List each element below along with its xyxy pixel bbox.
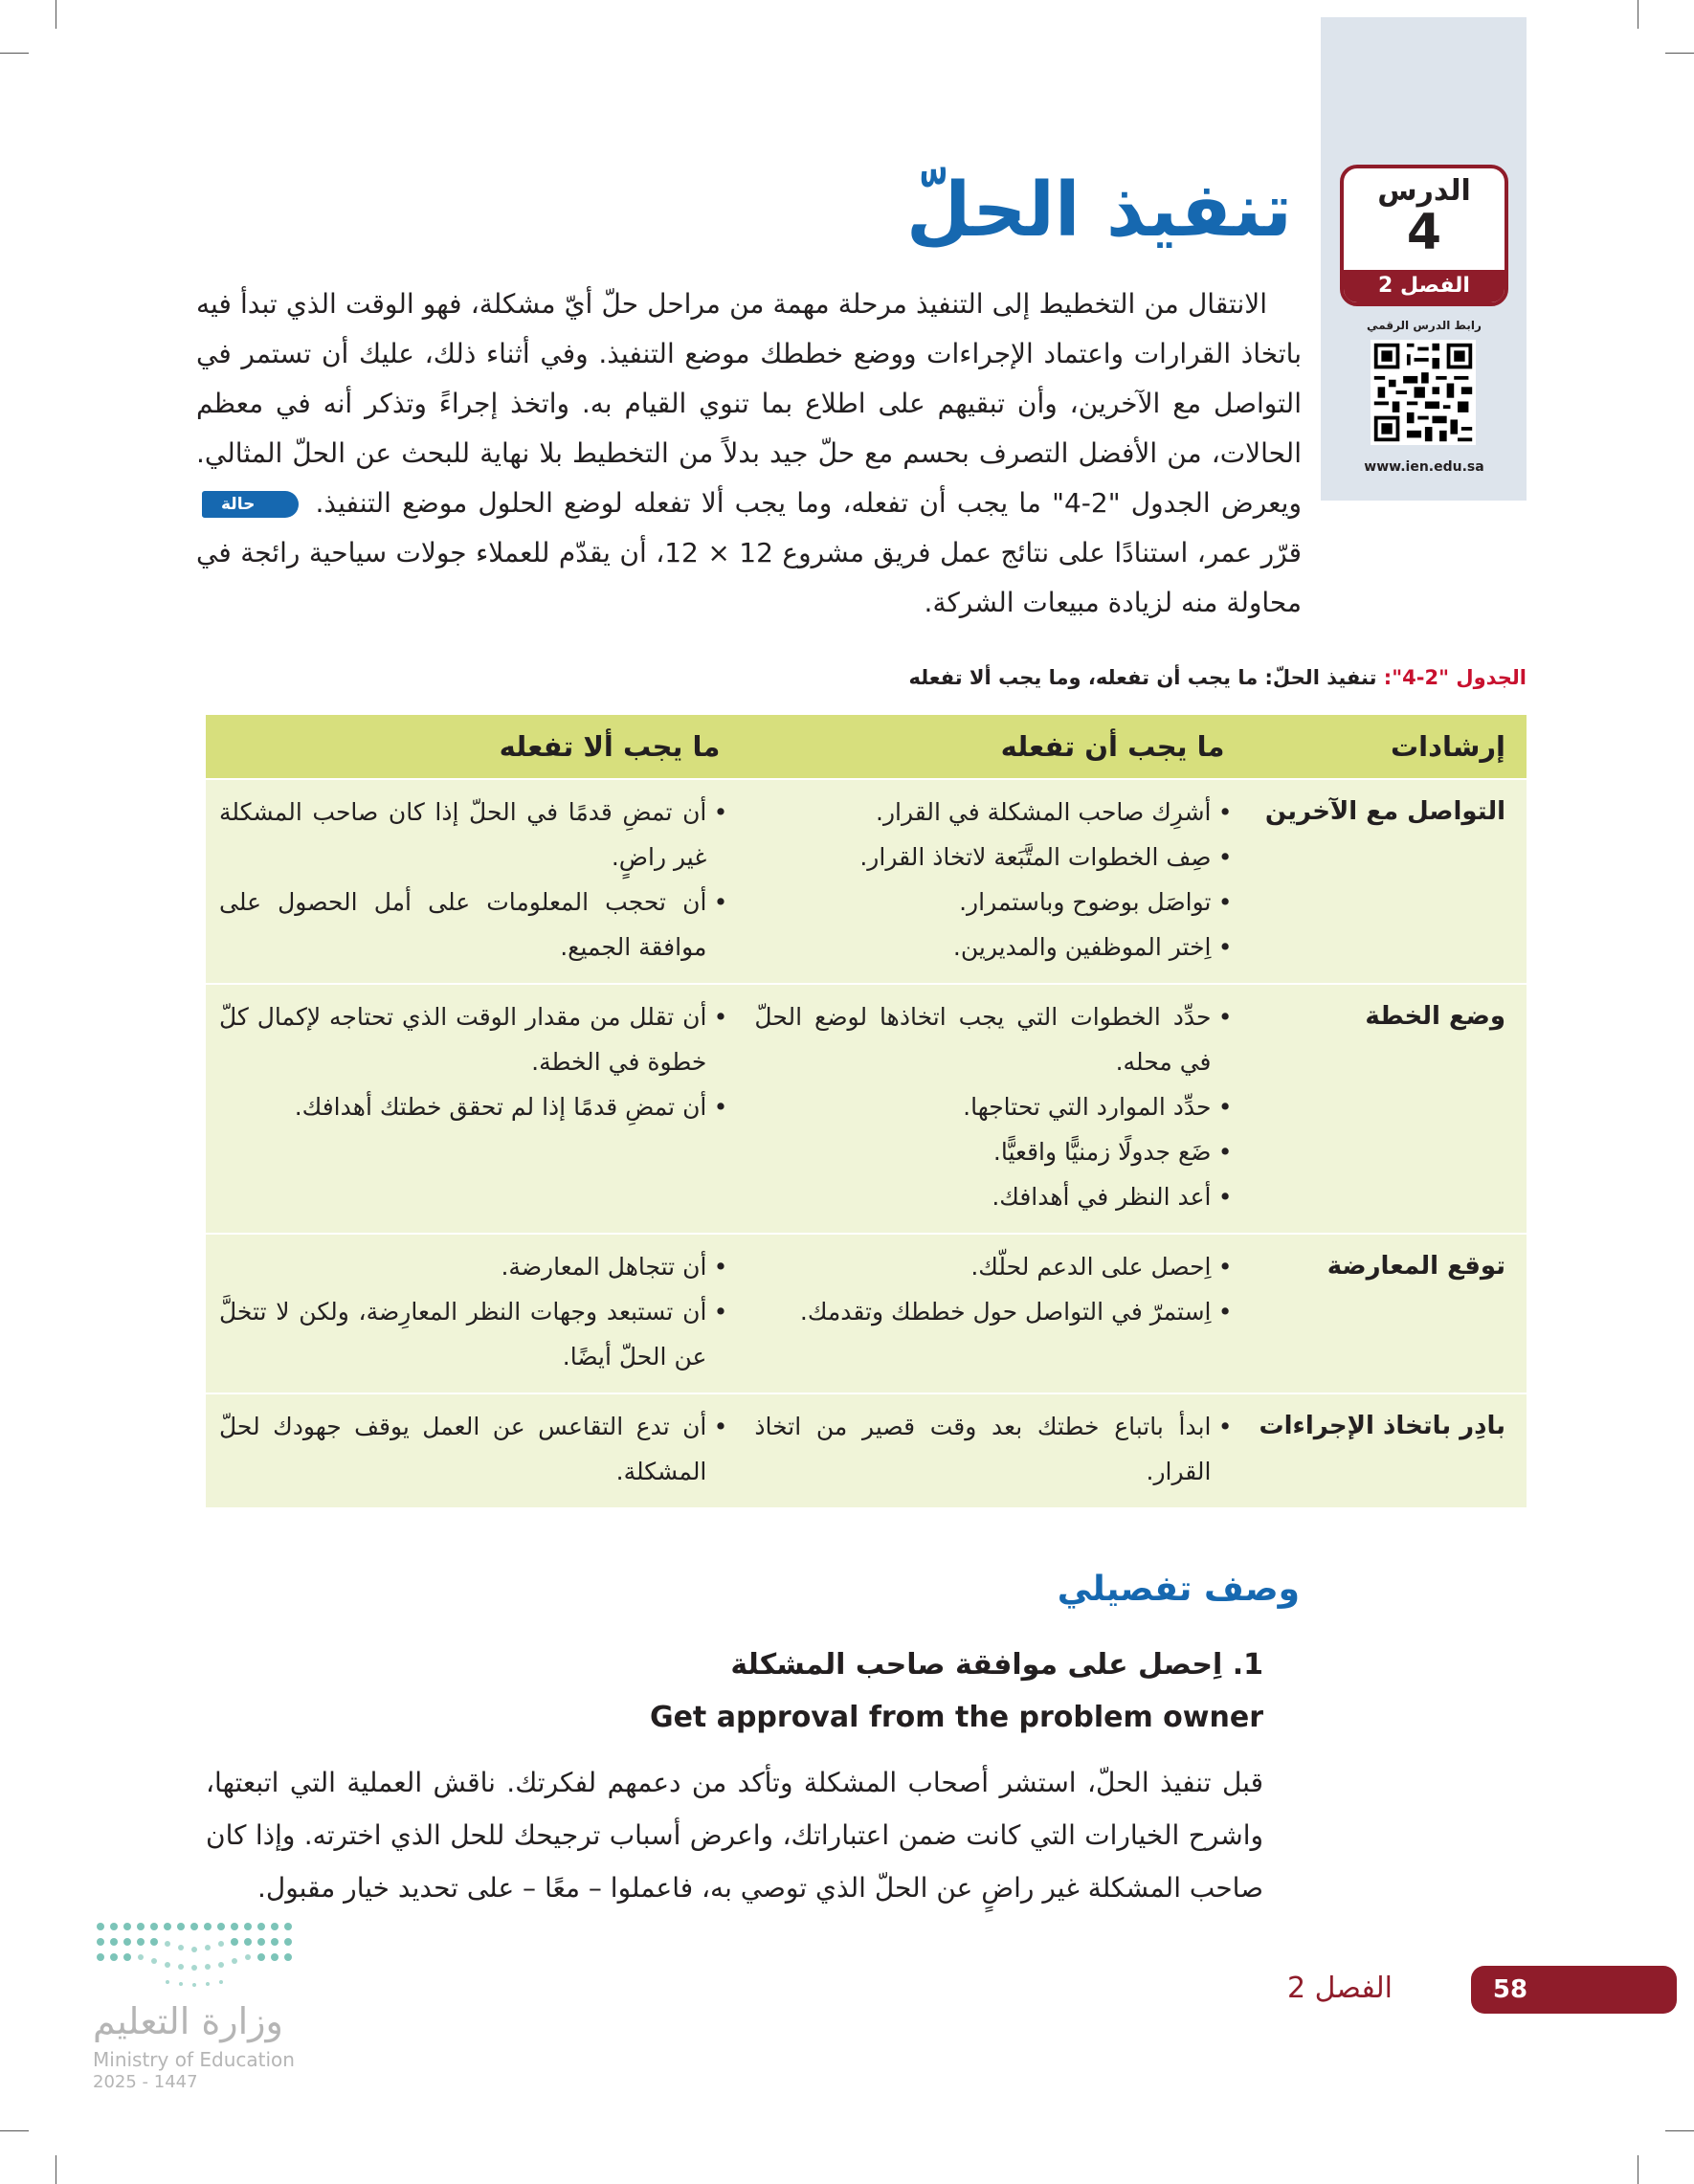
guide-cell: وضع الخطة <box>1246 984 1527 1234</box>
guide-cell: توقع المعارضة <box>1246 1234 1527 1393</box>
column-header: ما يجب أن تفعله <box>741 715 1245 779</box>
footer-chapter: الفصل 2 <box>1286 1972 1393 2005</box>
list-item: • صِف الخطوات المتَّبَعة لاتخاذ القرار. <box>754 835 1232 880</box>
qr-url[interactable]: www.ien.edu.sa <box>1364 459 1484 475</box>
guide-cell: بادِر باتخاذ الإجراءات <box>1246 1393 1527 1507</box>
ministry-name-english: Ministry of Education <box>93 2048 295 2071</box>
dont-cell <box>206 1234 741 1393</box>
do-cell <box>741 1234 1245 1393</box>
section-heading: وصف تفصيلي <box>1057 1570 1300 1609</box>
item-heading-english: Get approval from the problem owner <box>649 1701 1263 1734</box>
table-caption-label: الجدول "2-4" <box>1392 666 1527 689</box>
table-header-row <box>206 715 1527 779</box>
case-text: قرّر عمر، استنادًا على نتائج عمل فريق مشروع 12 × 12، أن يقدّم للعملاء جولات سياحية رائجة في محاولة منه لزيادة مبيعات الشركة. <box>196 537 1303 618</box>
intro-text: الانتقال من التخطيط إلى التنفيذ مرحلة مهمة من مراحل حلّ أيّ مشكلة، فهو الوقت الذي تبدأ فيه باتخاذ القرارات واعتماد الإجراءات ووضع خططك موضع التنفيذ. وفي أثناء ذلك، عليك أن تستمر في التواصل مع الآخرين، وأن تبقيهم على اطلاع بما تنوي القيام به. واتخذ إجراءً وتذكر أنه في معظم الحالات، من الأفضل التصرف بحسم مع حلّ جيد بدلاً من التخطيط بلا نهاية للبحث عن الحلّ المثالي. ويعرض الجدول "2-4" ما يجب أن تفعله، وما يجب ألا تفعله لوضع الحلول موضع التنفيذ. <box>196 288 1302 519</box>
list-item: • أن تستبعد وجهات النظر المعارِضة، ولكن لا تتخلَّ عن الحلّ أيضًا. <box>219 1289 727 1379</box>
list-item: • ضَع جدولًا زمنيًّا واقعيًّا. <box>754 1129 1232 1174</box>
column-header: إرشادات <box>1246 715 1527 779</box>
do-cell <box>741 984 1245 1234</box>
intro-paragraph <box>196 279 1302 628</box>
lesson-badge <box>1340 165 1508 306</box>
list-item: • أن تتجاهل المعارضة. <box>219 1244 727 1289</box>
dont-cell <box>206 779 741 984</box>
table-row <box>206 1234 1527 1393</box>
item-heading-arabic: 1. اِحصل على موافقة صاحب المشكلة <box>730 1648 1263 1682</box>
table-row <box>206 984 1527 1234</box>
list-item: • أن تقلل من مقدار الوقت الذي تحتاجه لإكمال كلّ خطوة في الخطة. <box>219 994 727 1084</box>
qr-code-icon[interactable] <box>1371 340 1476 445</box>
qr-label: رابط الدرس الرقمي <box>1367 319 1482 332</box>
page-title: تنفيذ الحلّ <box>905 167 1292 254</box>
crop-mark <box>0 2130 29 2131</box>
column-header: ما يجب ألا تفعله <box>206 715 741 779</box>
dont-cell <box>206 1393 741 1507</box>
list-item: • حدِّد الخطوات التي يجب اتخاذها لوضع الحلّ في محله. <box>754 994 1232 1084</box>
crop-mark <box>1665 53 1694 54</box>
table-caption-text: تنفيذ الحلّ: ما يجب أن تفعله، وما يجب ألا تفعله <box>908 666 1377 689</box>
table-caption: الجدول "2-4": تنفيذ الحلّ: ما يجب أن تفعله، وما يجب ألا تفعله <box>908 666 1527 689</box>
list-item: • أن تمضِ قدمًا إذا لم تحقق خطتك أهدافك. <box>219 1084 727 1129</box>
ministry-logo-icon <box>91 1917 301 2008</box>
ministry-year: 2025 - 1447 <box>93 2072 198 2092</box>
list-item: • أن تدع التقاعس عن العمل يوقف جهودك لحلّ المشكلة. <box>219 1404 727 1494</box>
list-item: • اِختر الموظفين والمديرين. <box>754 925 1232 969</box>
do-cell <box>741 1393 1245 1507</box>
list-item: • حدِّد الموارد التي تحتاجها. <box>754 1084 1232 1129</box>
dont-cell <box>206 984 741 1234</box>
list-item: • ابدأ باتباع خطتك بعد وقت قصير من اتخاذ القرار. <box>754 1404 1232 1494</box>
table-row <box>206 1393 1527 1507</box>
do-cell <box>741 779 1245 984</box>
list-item: • أن تمضِ قدمًا في الحلّ إذا كان صاحب المشكلة غير راضٍ. <box>219 790 727 880</box>
case-tag: حالة <box>202 491 299 518</box>
detail-paragraph <box>206 1756 1263 1914</box>
list-item: • أعد النظر في أهدافك. <box>754 1174 1232 1219</box>
crop-mark <box>1665 2130 1694 2131</box>
ministry-name-arabic: وزارة التعليم <box>93 2000 283 2042</box>
list-item: • اِحصل على الدعم لحلّك. <box>754 1244 1232 1289</box>
list-item: • اِستمرّ في التواصل حول خططك وتقدمك. <box>754 1289 1232 1334</box>
list-item: • تواصَل بوضوح وباستمرار. <box>754 880 1232 925</box>
crop-mark <box>0 53 29 54</box>
detail-text: قبل تنفيذ الحلّ، استشر أصحاب المشكلة وتأكد من دعمهم لفكرتك. ناقش العملية التي اتبعتها، واشرح الخيارات التي كانت ضمن اعتباراتك، واعرض أسباب ترجيحك للحل الذي اخترته. وإذا كان صاحب المشكلة غير راضٍ عن الحلّ الذي توصي به، فاعملوا – معًا – على تحديد خيار مقبول. <box>206 1767 1263 1904</box>
page-number: 58 <box>1492 1975 1528 2004</box>
table-row <box>206 779 1527 984</box>
list-item: • أشرِك صاحب المشكلة في القرار. <box>754 790 1232 835</box>
chapter-label: الفصل 2 <box>1344 270 1505 302</box>
lesson-label: الدرس <box>1377 174 1471 208</box>
guidelines-table <box>206 715 1527 1507</box>
lesson-number: 4 <box>1406 204 1442 261</box>
list-item: • أن تحجب المعلومات على أمل الحصول على موافقة الجميع. <box>219 880 727 969</box>
guide-cell: التواصل مع الآخرين <box>1246 779 1527 984</box>
